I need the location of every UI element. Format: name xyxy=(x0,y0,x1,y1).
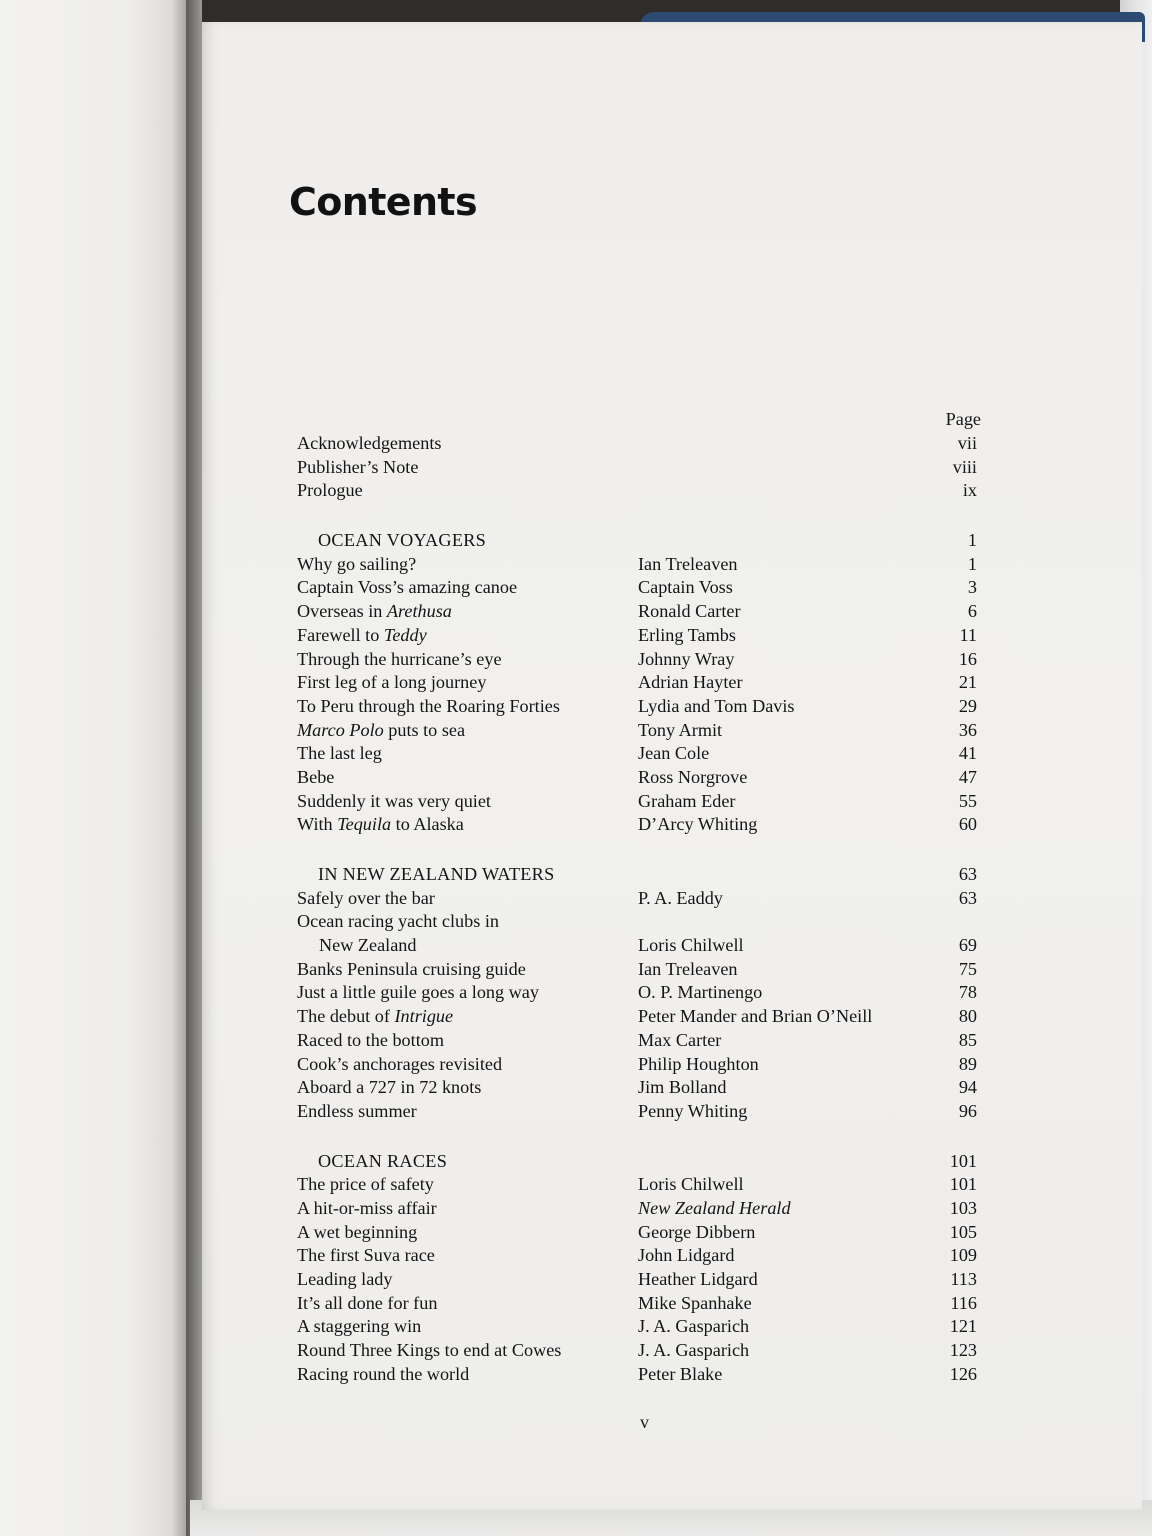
toc-title: Aboard a 727 in 72 knots xyxy=(297,1077,482,1098)
toc-row xyxy=(297,624,981,648)
toc-author: Ronald Carter xyxy=(638,601,741,622)
toc-row xyxy=(297,910,981,934)
toc-title: Overseas in Arethusa xyxy=(297,601,452,622)
section-heading xyxy=(297,863,981,887)
toc-row xyxy=(297,1244,981,1268)
section-page: 63 xyxy=(958,864,977,884)
toc-page: 123 xyxy=(949,1340,977,1361)
toc-row xyxy=(297,1268,981,1292)
toc-row xyxy=(297,934,981,958)
toc-title: Acknowledgements xyxy=(297,433,442,453)
toc-title: Endless summer xyxy=(297,1100,417,1121)
toc-title: First leg of a long journey xyxy=(297,672,487,693)
table-of-contents xyxy=(297,408,981,1386)
section-heading xyxy=(297,529,981,553)
toc-page: 103 xyxy=(949,1197,977,1218)
toc-page: 85 xyxy=(958,1029,977,1050)
italic-title: Intrigue xyxy=(394,1006,454,1027)
toc-row xyxy=(297,1173,981,1197)
toc-page: viii xyxy=(952,456,977,477)
section-title: OCEAN VOYAGERS xyxy=(318,530,487,551)
toc-page: 116 xyxy=(950,1292,977,1313)
toc-row xyxy=(297,1197,981,1221)
toc-title: Captain Voss’s amazing canoe xyxy=(297,577,518,598)
toc-author: Erling Tambs xyxy=(638,624,736,645)
toc-title: Marco Polo puts to sea xyxy=(297,719,466,740)
page-column-header: Page xyxy=(945,409,981,429)
toc-row xyxy=(297,671,981,695)
toc-page: 94 xyxy=(958,1077,977,1098)
toc-page: ix xyxy=(962,480,977,501)
toc-author: Max Carter xyxy=(638,1029,722,1050)
toc-author: Adrian Hayter xyxy=(638,672,743,693)
toc-author: P. A. Eaddy xyxy=(638,887,723,908)
toc-author: George Dibbern xyxy=(638,1221,756,1242)
toc-title: Cook’s anchorages revisited xyxy=(297,1053,503,1074)
toc-page: 16 xyxy=(958,648,977,669)
toc-title: The last leg xyxy=(297,743,382,764)
toc-title: A hit-or-miss affair xyxy=(297,1197,437,1218)
toc-author: Penny Whiting xyxy=(638,1100,748,1121)
toc-row xyxy=(297,456,981,480)
show-through-text xyxy=(486,188,498,238)
page-title: Contents xyxy=(289,180,478,224)
toc-author: Philip Houghton xyxy=(638,1053,759,1074)
toc-title: A wet beginning xyxy=(297,1221,418,1242)
toc-page: 55 xyxy=(958,790,977,811)
section-heading xyxy=(297,1150,981,1174)
toc-author: Johnny Wray xyxy=(638,648,735,669)
toc-page: 69 xyxy=(958,935,977,956)
toc-row xyxy=(297,1029,981,1053)
italic-title: Marco Polo xyxy=(297,719,384,740)
toc-page: 21 xyxy=(958,672,977,693)
toc-row xyxy=(297,981,981,1005)
toc-row xyxy=(297,432,981,456)
toc-page: 113 xyxy=(950,1269,977,1289)
toc-title: Ocean racing yacht clubs in xyxy=(297,911,499,932)
toc-row xyxy=(297,1315,981,1339)
toc-author: Graham Eder xyxy=(638,790,736,811)
toc-row xyxy=(297,719,981,743)
toc-row xyxy=(297,813,981,837)
toc-row xyxy=(297,1292,981,1316)
toc-page: 36 xyxy=(958,719,977,740)
toc-row xyxy=(297,1100,981,1124)
italic-title: Arethusa xyxy=(386,601,452,622)
toc-row xyxy=(297,790,981,814)
toc-author: Ian Treleaven xyxy=(638,958,738,979)
toc-page: 60 xyxy=(958,814,977,835)
toc-row xyxy=(297,479,981,503)
toc-title: A staggering win xyxy=(297,1316,422,1337)
toc-author: John Lidgard xyxy=(638,1245,735,1266)
toc-page: 75 xyxy=(958,958,977,979)
toc-row xyxy=(297,1339,981,1363)
toc-title: It’s all done for fun xyxy=(297,1292,438,1313)
toc-page: 6 xyxy=(967,601,977,622)
toc-author: Ian Treleaven xyxy=(638,553,738,574)
toc-author: Heather Lidgard xyxy=(638,1269,758,1289)
toc-title: Suddenly it was very quiet xyxy=(297,790,491,811)
toc-row xyxy=(297,1053,981,1077)
toc-page: 29 xyxy=(958,695,977,716)
toc-page: 11 xyxy=(959,624,977,645)
toc-author: Peter Mander and Brian O’Neill xyxy=(638,1006,873,1027)
section-title: OCEAN RACES xyxy=(318,1150,448,1171)
toc-title: Publisher’s Note xyxy=(297,456,419,477)
toc-title: Bebe xyxy=(297,766,335,787)
toc-row xyxy=(297,1005,981,1029)
toc-title: Just a little guile goes a long way xyxy=(297,982,539,1003)
toc-row xyxy=(297,958,981,982)
toc-page: 96 xyxy=(958,1100,977,1121)
toc-title: To Peru through the Roaring Forties xyxy=(297,695,560,716)
toc-title: The first Suva race xyxy=(297,1245,435,1266)
toc-row xyxy=(297,1076,981,1100)
toc-author: Loris Chilwell xyxy=(638,1174,744,1195)
toc-page: 121 xyxy=(949,1316,977,1337)
toc-title: Racing round the world xyxy=(297,1363,470,1384)
toc-title: Banks Peninsula cruising guide xyxy=(297,958,526,979)
italic-title: New Zealand Herald xyxy=(638,1197,791,1218)
toc-page: 89 xyxy=(958,1053,977,1074)
toc-title: Safely over the bar xyxy=(297,887,435,908)
toc-page: 63 xyxy=(958,887,977,908)
toc-row xyxy=(297,1221,981,1245)
toc-page: 1 xyxy=(967,553,977,574)
toc-title: Raced to the bottom xyxy=(297,1029,444,1050)
italic-title: Teddy xyxy=(383,624,427,645)
toc-author: Jean Cole xyxy=(638,743,710,764)
toc-author: D’Arcy Whiting xyxy=(638,814,758,835)
toc-page: 109 xyxy=(949,1245,977,1266)
toc-page: 3 xyxy=(967,577,977,598)
toc-author: Ross Norgrove xyxy=(638,766,748,787)
toc-author: Captain Voss xyxy=(638,577,733,598)
toc-row xyxy=(297,742,981,766)
toc-page: vii xyxy=(957,433,977,453)
toc-author: O. P. Martinengo xyxy=(638,982,763,1003)
book-gutter xyxy=(186,0,202,1536)
toc-row xyxy=(297,766,981,790)
section-title: IN NEW ZEALAND WATERS xyxy=(318,864,555,884)
toc-page: 101 xyxy=(949,1174,977,1195)
italic-title: Tequila xyxy=(337,814,392,835)
toc-row xyxy=(297,600,981,624)
toc-title: New Zealand xyxy=(319,935,417,956)
section-ocean-voyagers xyxy=(297,529,981,837)
toc-page: 126 xyxy=(949,1363,977,1384)
toc-page: 78 xyxy=(958,982,977,1003)
toc-title: Round Three Kings to end at Cowes xyxy=(297,1340,562,1361)
toc-page: 105 xyxy=(949,1221,977,1242)
section-ocean-races xyxy=(297,1150,981,1387)
toc-page: 41 xyxy=(958,743,977,764)
section-page: 1 xyxy=(967,530,977,551)
section-in-new-zealand-waters xyxy=(297,863,981,1124)
toc-title: Through the hurricane’s eye xyxy=(297,648,502,669)
toc-row xyxy=(297,1363,981,1387)
toc-author: Jim Bolland xyxy=(638,1077,727,1098)
toc-title: The price of safety xyxy=(297,1174,434,1195)
toc-author: J. A. Gasparich xyxy=(638,1340,750,1361)
front-matter-list xyxy=(297,432,981,503)
toc-title: Why go sailing? xyxy=(297,553,417,574)
toc-row xyxy=(297,695,981,719)
page-number: v xyxy=(640,1412,649,1432)
toc-author xyxy=(638,1197,791,1221)
facing-page xyxy=(0,0,186,1536)
toc-title: Prologue xyxy=(297,480,363,501)
toc-row xyxy=(297,648,981,672)
toc-title: The debut of Intrigue xyxy=(297,1006,454,1027)
toc-title: Leading lady xyxy=(297,1269,393,1289)
toc-author: J. A. Gasparich xyxy=(638,1316,750,1337)
toc-author: Mike Spanhake xyxy=(638,1292,752,1313)
toc-title: Farewell to Teddy xyxy=(297,624,427,645)
toc-author: Tony Armit xyxy=(638,719,723,740)
toc-author: Loris Chilwell xyxy=(638,935,744,956)
toc-row xyxy=(297,576,981,600)
toc-title: With Tequila to Alaska xyxy=(297,814,464,835)
toc-page: 47 xyxy=(958,766,977,787)
section-page: 101 xyxy=(949,1150,977,1171)
toc-page: 80 xyxy=(958,1006,977,1027)
toc-author: Peter Blake xyxy=(638,1363,723,1384)
toc-row xyxy=(297,553,981,577)
toc-author: Lydia and Tom Davis xyxy=(638,695,795,716)
toc-row xyxy=(297,887,981,911)
